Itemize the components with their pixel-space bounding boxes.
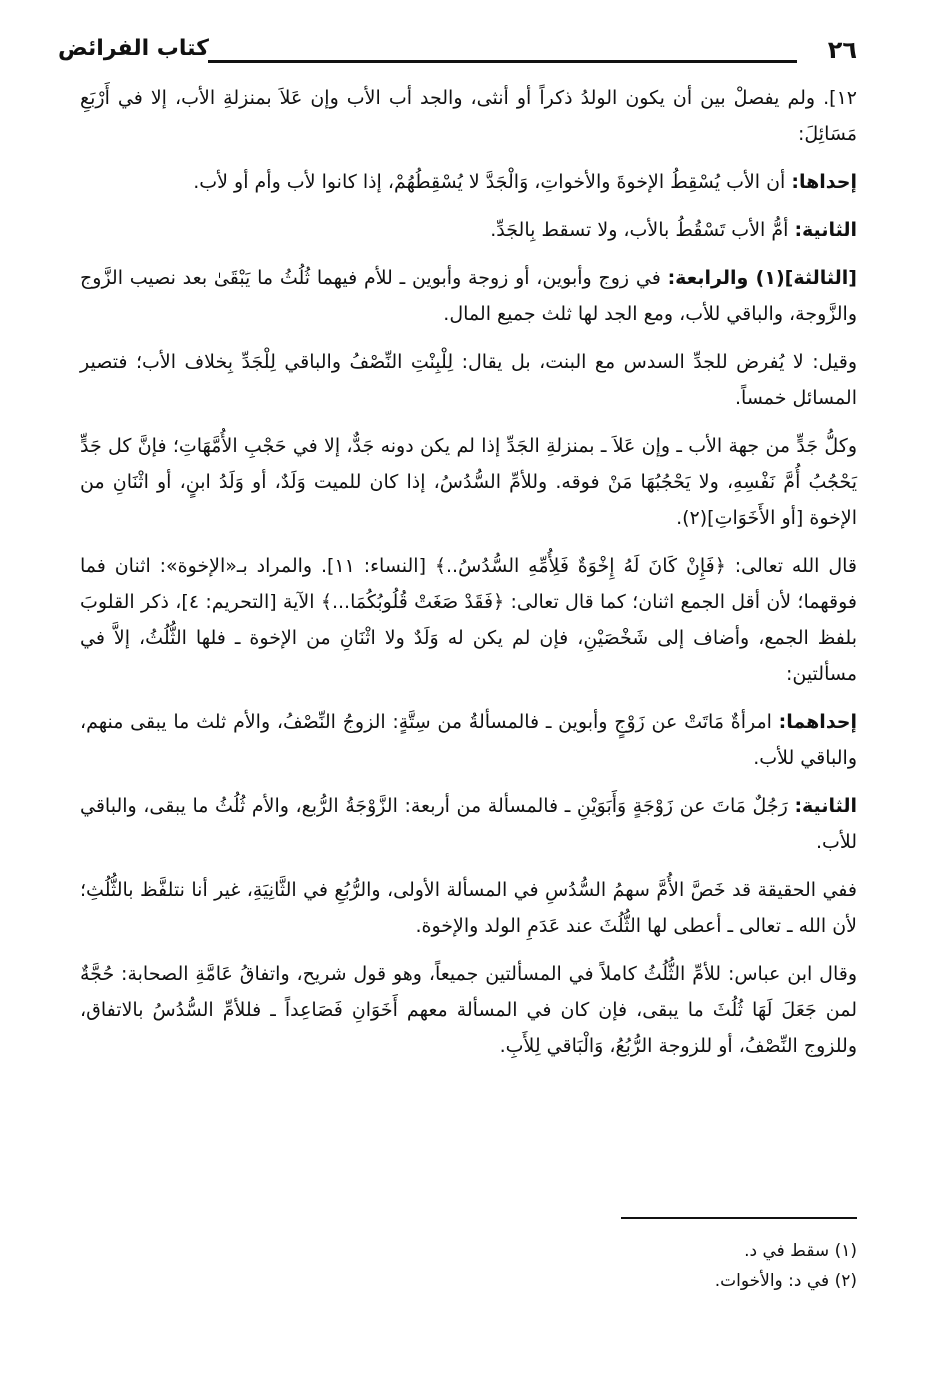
- footnote-rule: [621, 1217, 857, 1219]
- paragraph: [80, 212, 857, 248]
- paragraph-lead: الثانية:: [794, 219, 857, 241]
- paragraph-text: قال الله تعالى: ﴿فَإِنْ كَانَ لَهُ إِخْوَةٌ فَلِأُمِّهِ السُّدُسُ..﴾ [النساء: ١١]. والمراد بـ«الإخوة»: اثنان فما فوقهما؛ لأن أقل الجمع اثنان؛ كما قال تعالى: ﴿فَقَدْ صَغَتْ قُلُوبُكُمَا...﴾ الآية [التحريم: ٤]، ذكر القلوبَ بلفظ الجمع، وأضاف إلى شَخْصَيْنِ، فإن لم يكن له وَلَدٌ ولا اثْنَانِ من الإخوة ـ فلها الثُّلُثُ، إلاَّ في مسألتين:: [80, 555, 857, 685]
- paragraph: [80, 548, 857, 692]
- paragraph-text: أن الأب يُسْقِطُ الإخوةَ والأخواتِ، وَالْجَدَّ لا يُسْقِطُهُمْ، إذا كانوا لأب وأم أو لأب.: [193, 171, 792, 193]
- paragraph: [80, 164, 857, 200]
- paragraph: [80, 872, 857, 944]
- paragraph-text: أمُّ الأب تَسْقُطُ بالأب، ولا تسقط بِالجَدِّ.: [490, 219, 795, 241]
- body-text: [80, 80, 857, 1076]
- paragraph-lead: [الثالثة](١) والرابعة:: [667, 267, 857, 289]
- paragraph: [80, 80, 857, 152]
- paragraph-lead: إحداهما:: [778, 711, 857, 733]
- paragraph-text: ففي الحقيقة قد خَصَّ الأُمَّ سهمُ السُّدُسِ في المسألة الأولى، والرُّبُعِ في الثَّانِيَةِ، غير أنا نتلفَّظ بالثُّلُثِ؛ لأن الله ـ تعالى ـ أعطى لها الثُّلُثَ عند عَدَمِ الولد والإخوة.: [80, 879, 857, 937]
- page-number: ٢٦: [827, 36, 857, 64]
- paragraph: [80, 260, 857, 332]
- paragraph-text: وكلُّ جَدٍّ من جهة الأب ـ وإن عَلاَ ـ بمنزلةِ الجَدِّ إذا لم يكن دونه جَدٌّ، إلا في حَجْبِ الأُمَّهَاتِ؛ فإنَّ كل جَدٍّ يَحْجُبُ أُمَّ نَفْسِهِ، ولا يَحْجُبُهَا مَنْ فوقه. وللأمِّ السُّدُسُ، إذا كان للميت وَلَدٌ، أو وَلَدُ ابنٍ، أو اثْنَانِ من الإخوة [أو الأَخَوَاتِ](٢).: [80, 435, 857, 529]
- paragraph: [80, 704, 857, 776]
- footnote: (١) سقط في د.: [744, 1241, 857, 1261]
- paragraph-lead: الثانية:: [794, 795, 857, 817]
- paragraph: [80, 428, 857, 536]
- paragraph-text: رَجُلٌ مَاتَ عن زَوْجَةٍ وَأَبَوَيْنِ ـ فالمسألة من أربعة: الزَّوْجَةُ الرُّبع، والأم ثُلُثُ ما يبقى، والباقي للأب.: [80, 795, 857, 853]
- paragraph-lead: إحداها:: [791, 171, 857, 193]
- footnotes: [80, 1236, 857, 1296]
- footnote: (٢) في د: والأخوات.: [714, 1271, 857, 1291]
- paragraph-text: امرأةٌ مَاتَتْ عن زَوْجٍ وأبوين ـ فالمسألةُ من سِتَّةٍ: الزوجُ النِّصْفُ، والأم ثلث ما يبقى منهم، والباقي للأب.: [80, 711, 857, 769]
- paragraph-text: في زوج وأبوين، أو زوجة وأبوين ـ للأم فيهما ثُلُثُ ما يَبْقَىٰ بعد نصيب الزَّوج والزَّوجة، والباقي للأب، ومع الجد لها ثلث جميع المال.: [80, 267, 857, 325]
- paragraph-text: ١٢]. ولم يفصلْ بين أن يكون الولدُ ذكراً أو أنثى، والجد أب الأب وإن عَلاَ بمنزلةِ الأب، إلا في أَرْبَعِ مَسَائِلَ:: [80, 87, 857, 145]
- paragraph: [80, 344, 857, 416]
- paragraph-text: وقيل: لا يُفرض للجدِّ السدس مع البنت، بل يقال: لِلْبِنْتِ النِّصْفُ والباقي لِلْجَدِّ بِخلاف الأب؛ فتصير المسائل خمساً.: [80, 351, 857, 409]
- running-title: كتاب الفرائض: [58, 36, 209, 61]
- paragraph: [80, 956, 857, 1064]
- paragraph-text: وقال ابن عباس: للأمِّ الثُّلُثُ كاملاً في المسألتين جميعاً، وهو قول شريح، واتفاقُ عَامَّةِ الصحابة: حُجَّةٌ لمن جَعَلَ لَهَا ثُلُثَ ما يبقى، فإن كان في المسألة معهم أَخَوَانِ فَصَاعِداً ـ فللأمِّ السُّدُسُ بالاتفاق، وللزوج النِّصْفُ، أو للزوجة الرُّبُعُ، وَالْبَاقي لِلأَبِ.: [80, 963, 857, 1057]
- paragraph: [80, 788, 857, 860]
- header-rule: [208, 60, 797, 63]
- page-header: [58, 36, 857, 76]
